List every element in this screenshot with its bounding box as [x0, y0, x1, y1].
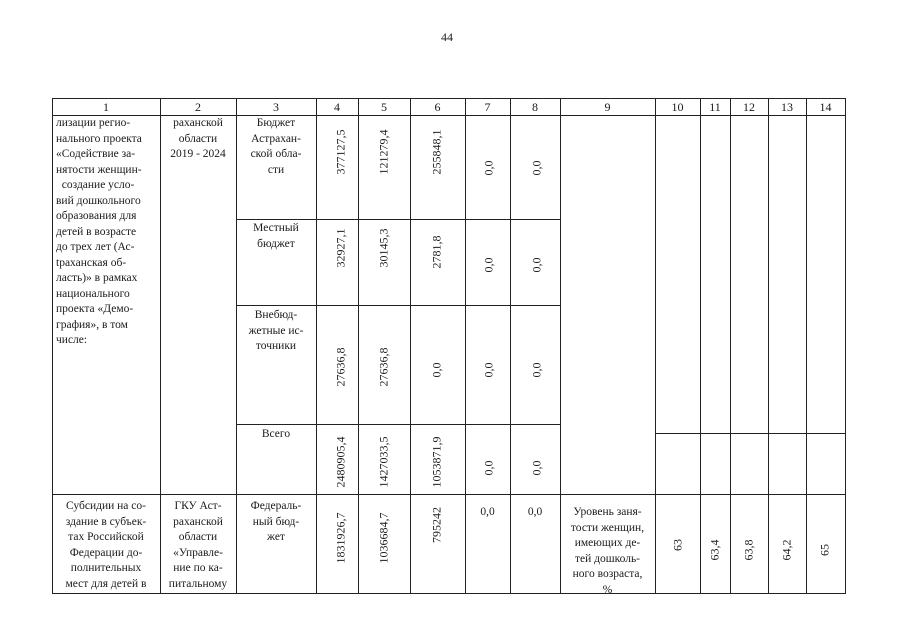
col-line-5	[410, 98, 411, 594]
row1-s1-c5: 121279,4	[376, 129, 391, 175]
header-col-7: 7	[484, 100, 491, 114]
row1-s2-c7: 0,0	[481, 257, 496, 273]
row1-s2-total: 32927,1	[333, 228, 348, 268]
row2-value-2019: 63	[670, 539, 685, 551]
col-line-10	[700, 98, 701, 594]
row1-s2-c6: 2781,8	[429, 235, 444, 269]
row1-s4-total: 2480905,4	[333, 436, 348, 488]
header-col-1: 1	[103, 100, 109, 114]
header-col-4: 4	[334, 100, 340, 114]
row-divider-main	[52, 494, 845, 495]
row1-s1-c8: 0,0	[529, 160, 544, 176]
col-line-14	[845, 98, 846, 594]
header-col-12: 12	[743, 100, 755, 114]
row1-s1-total: 377127,5	[333, 129, 348, 175]
row1-source-1: Бюджет Астрахан- ской обла- сти	[250, 117, 302, 176]
row1-s1-c6: 255848,1	[429, 129, 444, 175]
row2-c6: 795242	[429, 507, 444, 543]
table-border-bottom	[52, 593, 845, 594]
header-col-8: 8	[532, 100, 538, 114]
col-line-11	[730, 98, 731, 594]
page-number: 44	[441, 30, 453, 44]
header-col-13: 13	[781, 100, 793, 114]
row1-s4-c8: 0,0	[529, 460, 544, 476]
header-col-10: 10	[671, 100, 684, 114]
row1-s4-c6: 1053871,9	[429, 436, 444, 488]
row1-s3-c5: 27636,8	[376, 347, 391, 387]
row1-s4-c5: 1427033,5	[376, 436, 391, 488]
header-col-2: 2	[195, 100, 201, 114]
row-divider-right	[655, 433, 845, 434]
row1-s1-c7: 0,0	[481, 160, 496, 176]
row1-s3-c6: 0,0	[429, 362, 444, 378]
row2-measure-name: Субсидии на со- здание в субъек- тах Российской Федерации до- полнительных мест для детей в	[65, 500, 147, 590]
row2-total: 1831926,7	[333, 512, 348, 564]
col-line-9	[655, 98, 656, 594]
row1-s3-c7: 0,0	[481, 362, 496, 378]
header-col-9: 9	[604, 100, 611, 114]
row2-c7: 0,0	[480, 506, 495, 518]
header-col-14: 14	[819, 100, 832, 114]
row2-value-2023: 65	[817, 544, 832, 556]
row1-s2-c8: 0,0	[529, 257, 544, 273]
row2-c5: 1036684,7	[376, 512, 391, 564]
header-col-6: 6	[434, 100, 441, 114]
row1-source-3: Внебюд- жетные ис- точники	[248, 309, 304, 352]
row2-value-2021: 63,8	[741, 539, 756, 561]
col-line-3	[316, 98, 317, 594]
row1-source-4: Всего	[261, 428, 291, 440]
row1-s3-total: 27636,8	[333, 347, 348, 387]
header-col-3: 3	[273, 100, 279, 114]
row1-s3-c8: 0,0	[529, 362, 544, 378]
row2-funding-source: Федераль- ный бюд- жет	[250, 500, 302, 543]
col-line-4	[358, 98, 359, 594]
row2-value-2020: 63,4	[707, 539, 722, 561]
row-divider-src3	[236, 424, 560, 425]
row2-value-2022: 64,2	[779, 539, 794, 561]
row1-region-period: раханской области 2019 - 2024	[170, 117, 226, 160]
row1-s4-c7: 0,0	[481, 460, 496, 476]
row-divider-src2	[236, 305, 560, 306]
row2-executor: ГКУ Аст- раханской области «Управле- ние по ка- питальному	[168, 500, 228, 590]
row2-c8: 0,0	[527, 506, 543, 518]
row1-project-name: лизации регио- нального проекта «Содействие за- нятости женщин- создание усло- вий дошкольного образования для детей в возрасте до трех лет (Ас- tраханская об- ласть)» в рамках национального проекта «Демо- графия», в том числе:	[56, 117, 142, 346]
row1-source-2: Местный бюджет	[253, 222, 299, 250]
col-line-12	[768, 98, 769, 594]
table-border-top	[52, 98, 845, 99]
row1-s2-c5: 30145,3	[376, 228, 391, 268]
col-line-13	[806, 98, 807, 594]
header-col-11: 11	[709, 100, 721, 114]
row2-indicator: Уровень заня- тости женщин, имеющих де- тей дошколь- ного возраста, %	[570, 506, 645, 596]
row-divider-src1	[236, 219, 560, 220]
header-col-5: 5	[381, 100, 387, 114]
